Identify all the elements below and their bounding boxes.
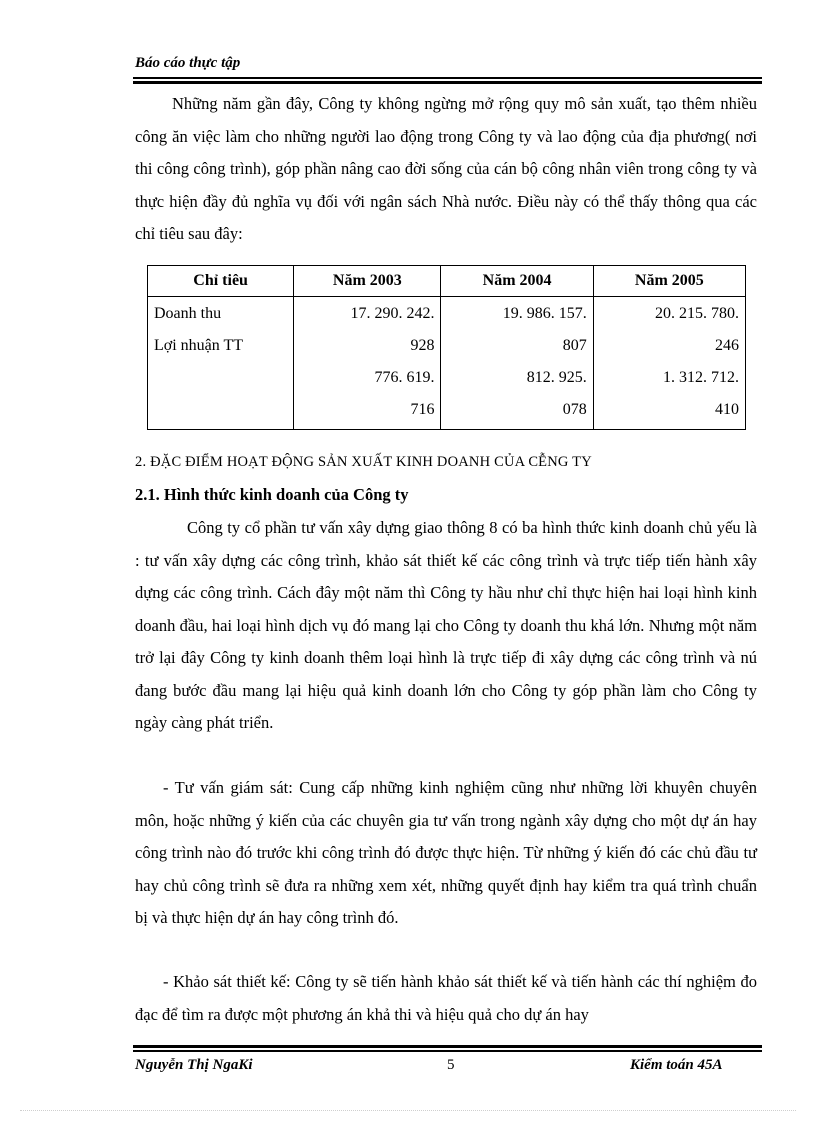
section-heading: 2. ĐẶC ĐIỂM HOẠT ĐỘNG SẢN XUẤT KINH DOANH CỦA CỄNG TY [135,454,592,470]
year-2004-cell [441,297,593,430]
table-value: 246 [715,337,739,354]
year-2005-cell [593,297,745,430]
table-value: 078 [562,401,587,418]
table-value: 17. 290. 242. [350,305,435,322]
table-header-cell: Chỉ tiêu [148,266,294,297]
table-header-cell: Năm 2004 [441,266,593,297]
table-value: 716 [410,401,435,418]
footer-rule-top [133,1045,762,1048]
header-rule-top [133,77,762,79]
consulting-paragraph: - Tư vấn giám sát: Cung cấp những kinh nghiệm cũng như những lời khuyên chuyên môn, hoặc những ý kiến của các chuyên gia tư vấn trong ngành xây dựng cho một dự án hay công trình nào đó trước khi công trình đó được thực hiện. Từ những ý kiến đó các chủ đầu tư hay chủ công trình sẽ đưa ra những xem xét, những quyết định hay kiểm tra quá trình chuẩn bị và thực hiện dự án hay công trình đó. [135,778,757,927]
table-value: 20. 215. 780. [655,305,739,322]
header-rule-bottom [133,81,762,84]
business-paragraph: Công ty cổ phần tư vấn xây dựng giao thông 8 có ba hình thức kinh doanh chủ yếu là : tư vấn xây dựng các công trình, khảo sát thiết kế các công trình và trực tiếp tiến hành xây dựng các công trình. Cách đây một năm thì Công ty hầu như chỉ thực hiện hai loại hình kinh doanh đầu, hai loại hình dịch vụ đó mang lại cho Công ty doanh thu khá lớn. Nhưng một năm trở lại đây Công ty kinh doanh thêm loại hình là trực tiếp đi xây dựng các công trình và nú đang bước đầu mang lại hiệu quả kinh doanh lớn cho Công ty góp phần làm cho Công ty ngày càng phát triển. [135,518,757,732]
table-header-row [148,266,746,297]
year-2003-cell [294,297,441,430]
table-value: 807 [562,337,587,354]
footer-rule-bottom [133,1050,762,1052]
indicator-table [147,265,746,430]
footer-author: Nguyễn Thị NgaKi [135,1057,253,1073]
table-body-row [148,297,746,430]
intro-paragraph: Những năm gần đây, Công ty không ngừng mở rộng quy mô sản xuất, tạo thêm nhiều công ăn việc làm cho những người lao động trong Công ty và lao động của địa phương( nơi thi công công trình), góp phần nâng cao đời sống của cán bộ công nhân viên trong công ty và thực hiện đầy đủ nghĩa vụ đối với ngân sách Nhà nước. Điều này có thể thấy thông qua các chỉ tiêu sau đây: [135,94,757,243]
indicator-label-cell [148,297,294,430]
page-number: 5 [447,1057,455,1073]
table-value: 19. 986. 157. [502,305,587,322]
table-value: 928 [410,337,435,354]
survey-paragraph: - Khảo sát thiết kế: Công ty sẽ tiến hành khảo sát thiết kế và tiến hành các thí nghiệm đo đạc để tìm ra được một phương án khả thi và hiệu quả cho dự án hay [135,972,757,1024]
page-edge-dotted-line [20,1110,796,1111]
indicator-label [154,362,287,394]
table-value: 776. 619. [374,369,435,386]
subsection-heading: 2.1. Hình thức kinh doanh của Công ty [135,485,409,504]
header-title: Báo cáo thực tập [135,55,241,71]
table-value: 1. 312. 712. [663,369,739,386]
table-value: 410 [715,401,739,418]
table-value: 812. 925. [526,369,587,386]
table-header-cell: Năm 2005 [593,266,745,297]
table-header-cell: Năm 2003 [294,266,441,297]
indicator-label: Lợi nhuận TT [154,337,244,354]
indicator-label: Doanh thu [154,305,222,322]
footer-class: Kiểm toán 45A [630,1057,723,1073]
indicator-label [154,394,287,426]
